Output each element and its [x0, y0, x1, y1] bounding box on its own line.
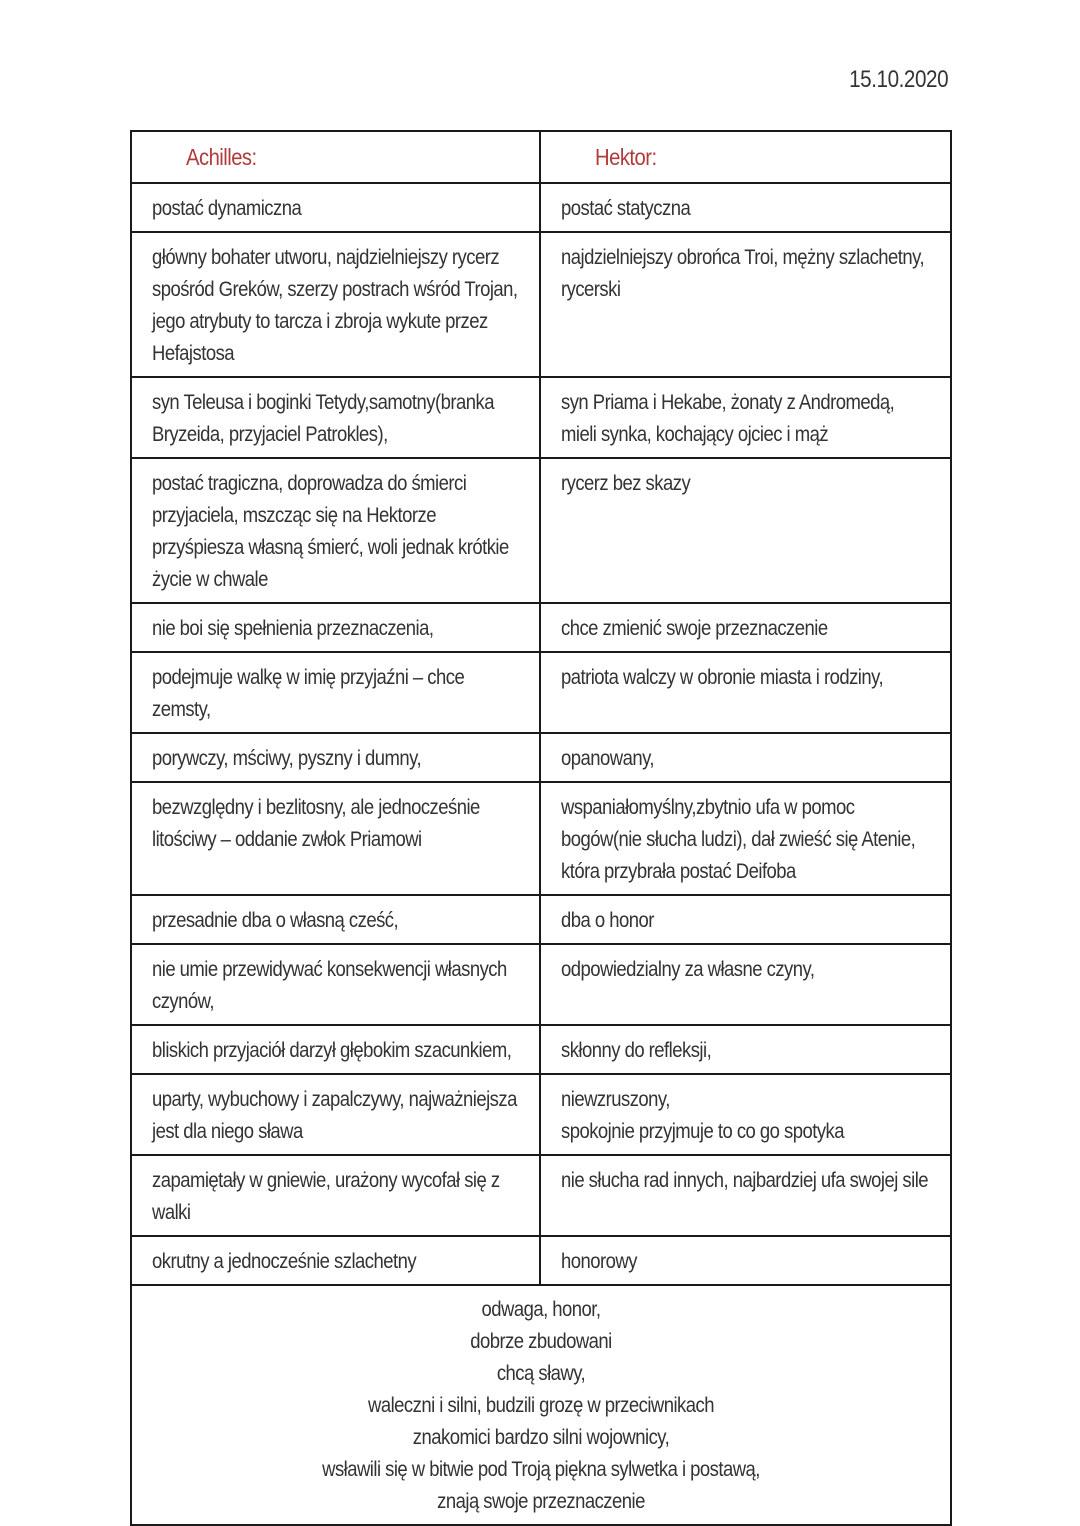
hektor-trait: rycerz bez skazy [561, 472, 691, 495]
comparison-table [130, 130, 952, 1526]
achilles-cell [131, 944, 540, 1025]
achilles-trait: okrutny a jednocześnie szlachetny [152, 1250, 417, 1273]
shared-traits-row [131, 1285, 951, 1525]
hektor-trait: honorowy [561, 1250, 637, 1273]
table-row [131, 183, 951, 232]
table-row [131, 232, 951, 377]
table-row [131, 1074, 951, 1155]
achilles-trait: uparty, wybuchowy i zapalczywy, najważniejsza jest dla niego sława [152, 1088, 517, 1143]
achilles-trait: zapamiętały w gniewie, urażony wycofał się z walki [152, 1169, 500, 1224]
achilles-cell [131, 183, 540, 232]
hektor-trait: patriota walczy w obronie miasta i rodziny, [561, 666, 884, 689]
header-cell-hektor [540, 131, 951, 183]
achilles-cell [131, 1155, 540, 1236]
table-row [131, 944, 951, 1025]
achilles-cell [131, 1074, 540, 1155]
hektor-cell [540, 1155, 951, 1236]
achilles-trait: nie boi się spełnienia przeznaczenia, [152, 617, 434, 640]
achilles-trait: główny bohater utworu, najdzielniejszy rycerz spośród Greków, szerzy postrach wśród Trojan, jego atrybuty to tarcza i zbroja wykute przez Hefajstosa [152, 246, 518, 365]
table-row [131, 1025, 951, 1074]
hektor-trait: nie słucha rad innych, najbardziej ufa swojej sile [561, 1169, 929, 1192]
table-row [131, 603, 951, 652]
achilles-cell [131, 1236, 540, 1285]
table-row [131, 377, 951, 458]
table-row [131, 652, 951, 733]
table-row [131, 895, 951, 944]
achilles-cell [131, 1025, 540, 1074]
header-cell-achilles [131, 131, 540, 183]
shared-trait: znają swoje przeznaczenie [437, 1490, 645, 1513]
hektor-cell [540, 1074, 951, 1155]
achilles-trait: porywczy, mściwy, pyszny i dumny, [152, 747, 422, 770]
hektor-cell [540, 458, 951, 603]
achilles-cell [131, 603, 540, 652]
shared-traits-cell [131, 1285, 951, 1525]
shared-trait: dobrze zbudowani [470, 1330, 612, 1353]
achilles-trait: postać tragiczna, doprowadza do śmierci przyjaciela, mszcząc się na Hektorze przyśpiesza własną śmierć, woli jednak krótkie życie w chwale [152, 472, 509, 591]
table-row [131, 782, 951, 895]
hektor-cell [540, 603, 951, 652]
document-date: 15.10.2020 [848, 66, 948, 93]
hektor-cell [540, 895, 951, 944]
hektor-trait: niewzruszony, spokojnie przyjmuje to co go spotyka [561, 1088, 844, 1143]
hektor-trait: odpowiedzialny za własne czyny, [561, 958, 815, 981]
hektor-cell [540, 733, 951, 782]
shared-trait: znakomici bardzo silni wojownicy, [412, 1426, 670, 1449]
shared-trait: chcą sławy, [496, 1362, 586, 1385]
achilles-trait: podejmuje walkę w imię przyjaźni – chce zemsty, [152, 666, 465, 721]
shared-trait: wsławili się w bitwie pod Troją piękna sylwetka i postawą, [322, 1458, 760, 1481]
achilles-trait: postać dynamiczna [152, 197, 302, 220]
achilles-trait: syn Teleusa i boginki Tetydy,samotny(branka Bryzeida, przyjaciel Patrokles), [152, 391, 494, 446]
hektor-trait: najdzielniejszy obrońca Troi, mężny szlachetny, rycerski [561, 246, 925, 301]
header-achilles: Achilles: [186, 144, 257, 170]
hektor-trait: dba o honor [561, 909, 654, 932]
achilles-cell [131, 733, 540, 782]
achilles-cell [131, 895, 540, 944]
header-hektor: Hektor: [595, 144, 657, 170]
hektor-trait: postać statyczna [561, 197, 691, 220]
achilles-cell [131, 652, 540, 733]
achilles-trait: nie umie przewidywać konsekwencji własnych czynów, [152, 958, 507, 1013]
shared-trait: odwaga, honor, [481, 1298, 601, 1321]
table-row [131, 458, 951, 603]
hektor-cell [540, 183, 951, 232]
hektor-cell [540, 377, 951, 458]
hektor-cell [540, 1025, 951, 1074]
achilles-trait: bliskich przyjaciół darzył głębokim szacunkiem, [152, 1039, 512, 1062]
table-row [131, 733, 951, 782]
hektor-cell [540, 232, 951, 377]
achilles-cell [131, 782, 540, 895]
hektor-trait: skłonny do refleksji, [561, 1039, 712, 1062]
table-row [131, 1155, 951, 1236]
header-row [131, 131, 951, 183]
hektor-cell [540, 944, 951, 1025]
table-row [131, 1236, 951, 1285]
achilles-cell [131, 458, 540, 603]
hektor-trait: syn Priama i Hekabe, żonaty z Andromedą, mieli synka, kochający ojciec i mąż [561, 391, 895, 446]
achilles-cell [131, 232, 540, 377]
hektor-trait: opanowany, [561, 747, 655, 770]
achilles-trait: przesadnie dba o własną cześć, [152, 909, 399, 932]
achilles-cell [131, 377, 540, 458]
shared-trait: waleczni i silni, budzili grozę w przeciwnikach [368, 1394, 714, 1417]
hektor-cell [540, 1236, 951, 1285]
hektor-cell [540, 782, 951, 895]
hektor-cell [540, 652, 951, 733]
hektor-trait: wspaniałomyślny,zbytnio ufa w pomoc bogów(nie słucha ludzi), dał zwieść się Atenie, która przybrała postać Deifoba [561, 796, 916, 883]
achilles-trait: bezwzględny i bezlitosny, ale jednocześnie litościwy – oddanie zwłok Priamowi [152, 796, 480, 851]
hektor-trait: chce zmienić swoje przeznaczenie [561, 617, 828, 640]
